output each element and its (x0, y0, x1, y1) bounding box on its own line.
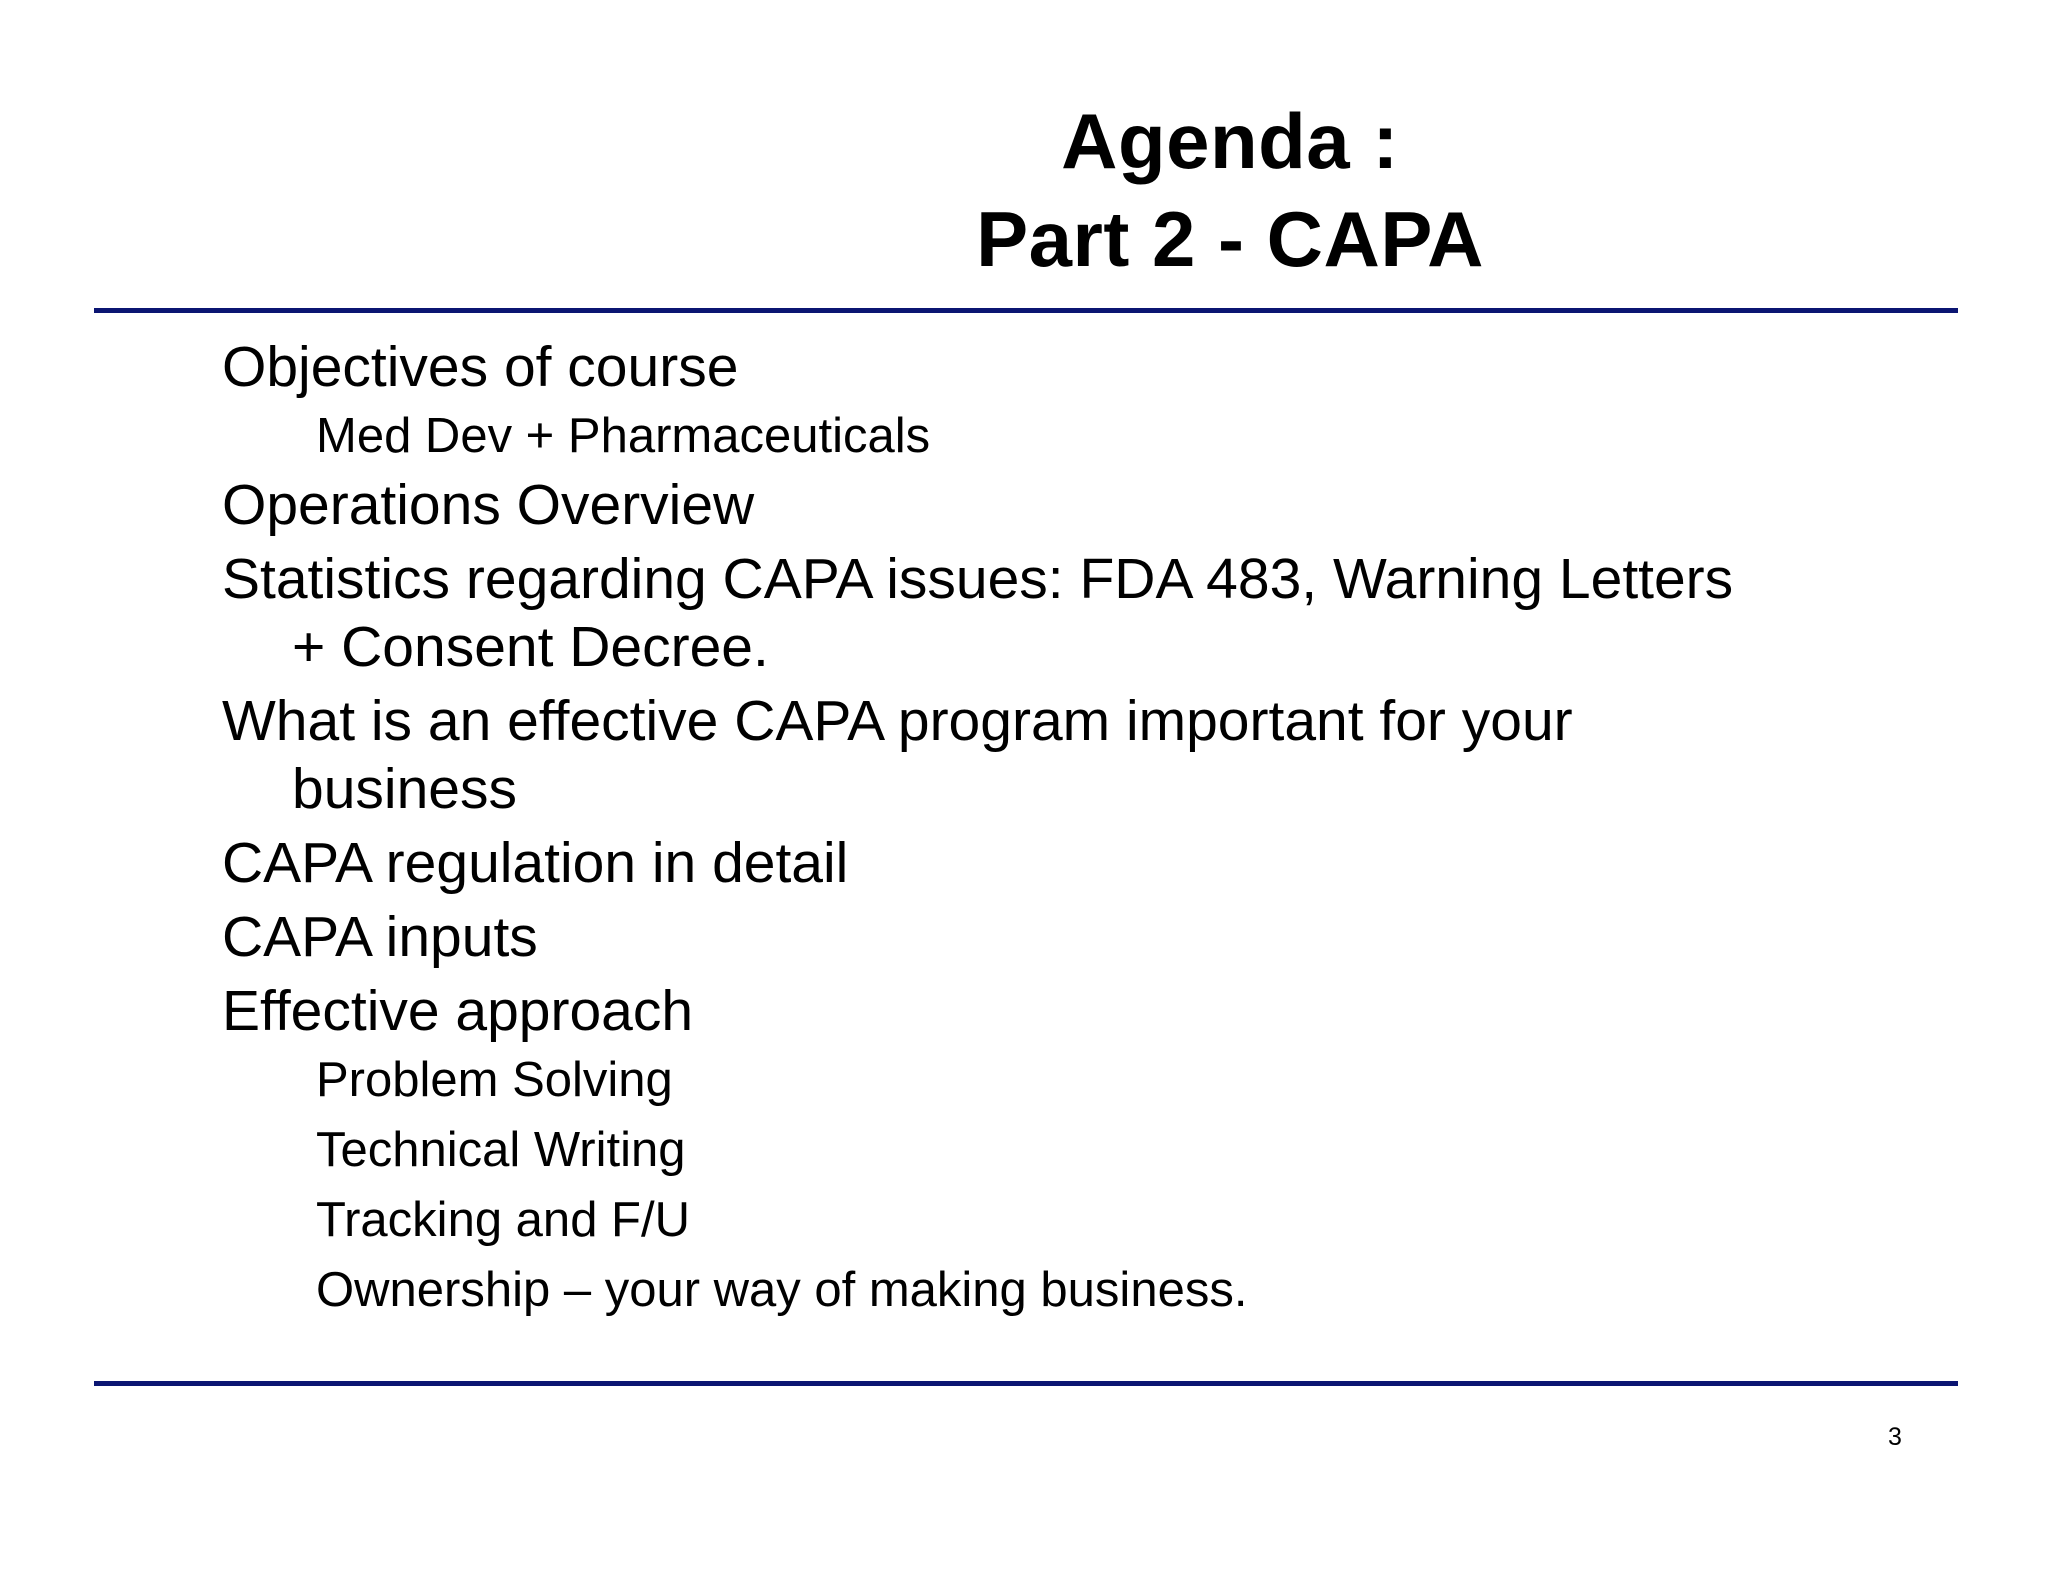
agenda-item: Statistics regarding CAPA issues: FDA 483, Warning Letters + Consent Decree. (222, 547, 1734, 679)
page-number: 3 (1888, 1423, 1902, 1451)
agenda-item: What is an effective CAPA program important for your business (222, 689, 1573, 821)
slide-title-line-2: Part 2 - CAPA (976, 195, 1484, 283)
agenda-subitem: Problem Solving (316, 1053, 673, 1107)
agenda-subitem: Med Dev + Pharmaceuticals (316, 409, 931, 463)
agenda-list (222, 333, 1782, 1325)
agenda-subitem: Ownership – your way of making business. (316, 1263, 1248, 1317)
agenda-subitem: Tracking and F/U (316, 1193, 690, 1247)
agenda-item: Effective approach (222, 979, 694, 1043)
agenda-item: Objectives of course (222, 335, 739, 399)
agenda-item: CAPA inputs (222, 905, 538, 969)
agenda-item: CAPA regulation in detail (222, 831, 849, 895)
agenda-item: Operations Overview (222, 473, 755, 537)
slide-title-line-1: Agenda : (1061, 97, 1399, 185)
slide-title (820, 92, 1640, 288)
top-divider (94, 308, 1958, 313)
agenda-subitem: Technical Writing (316, 1123, 686, 1177)
bottom-divider (94, 1381, 1958, 1386)
